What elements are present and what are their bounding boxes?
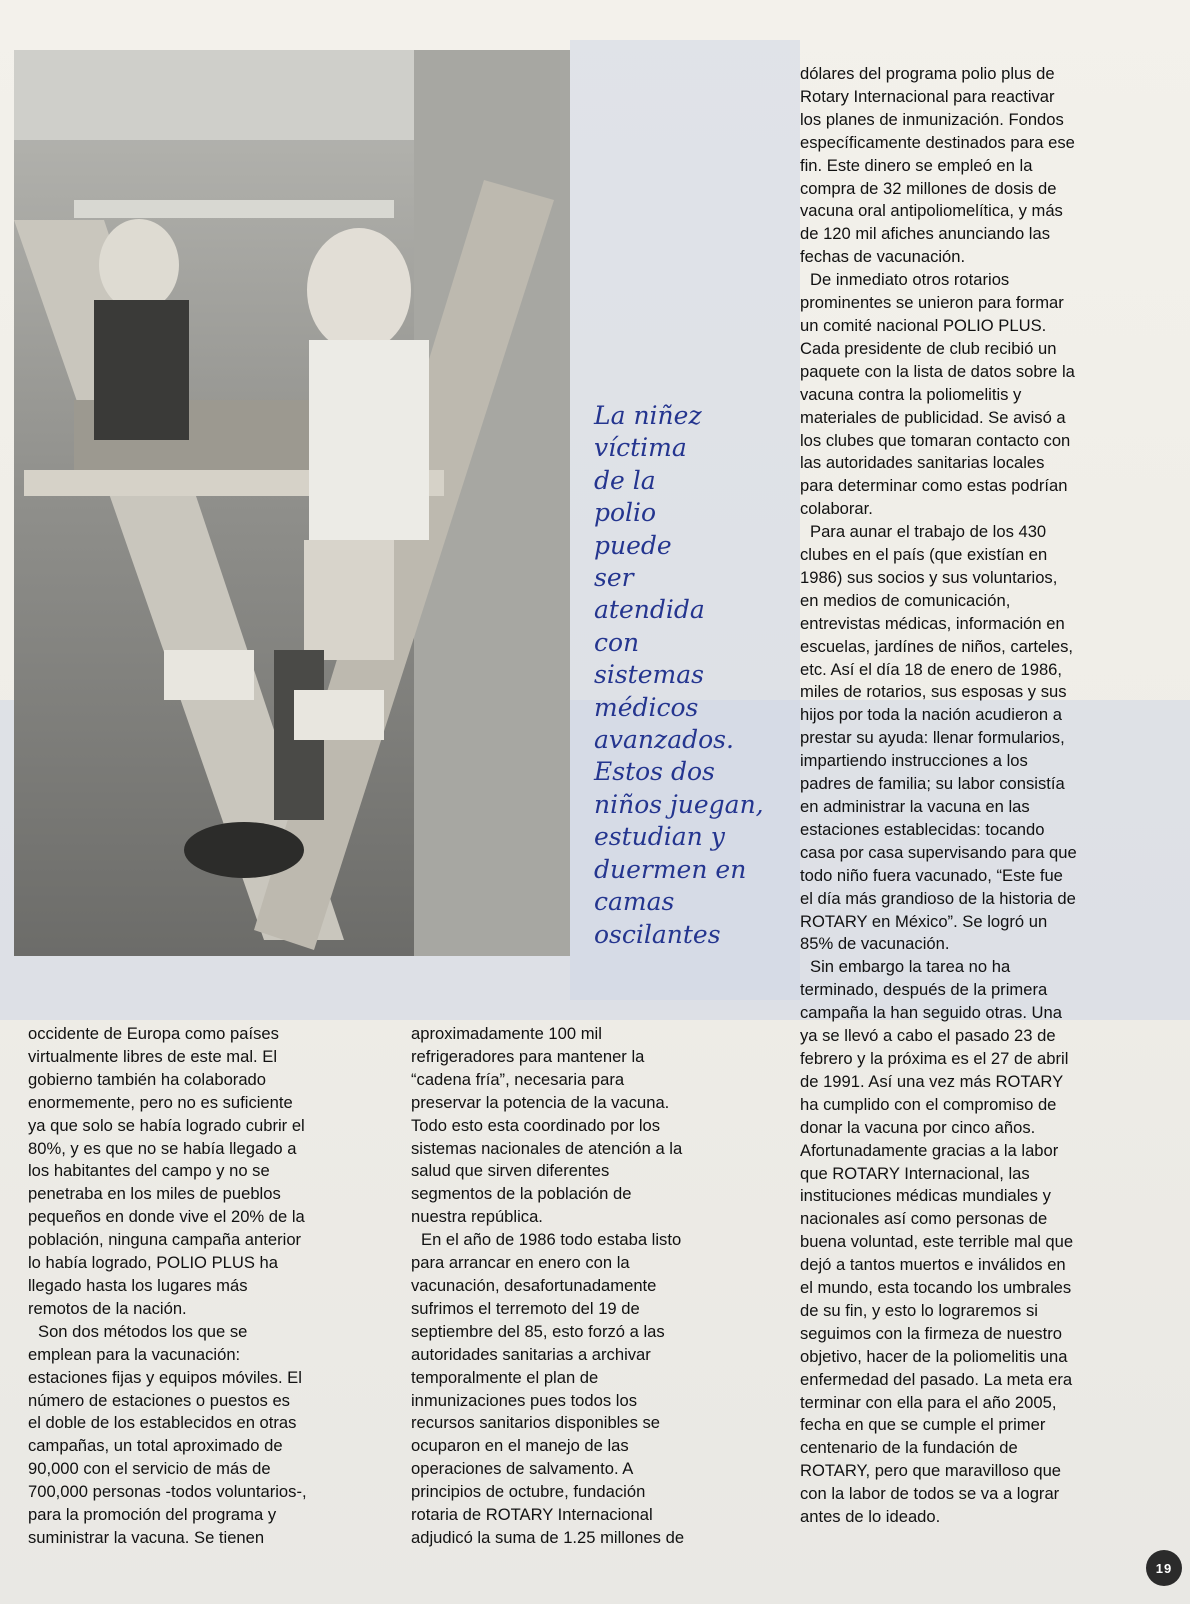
text-line: número de estaciones o puestos es: [28, 1390, 290, 1410]
text-line: de 1991. Así una vez más ROTARY: [800, 1071, 1064, 1091]
caption-line: duermen en: [594, 854, 747, 884]
text-line: prestar su ayuda: llenar formularios,: [800, 728, 1065, 748]
text-line: Sin embargo la tarea no ha: [810, 957, 1011, 977]
caption-line: atendida: [594, 595, 705, 625]
text-line: 80%, y es que no se había llegado a: [28, 1138, 297, 1158]
caption-line: médicos: [594, 692, 699, 722]
caption-line: niños juegan,: [594, 789, 764, 819]
text-line: nacionales así como personas de: [800, 1209, 1048, 1229]
caption-line: Estos dos: [594, 757, 715, 787]
text-line: “cadena fría”, necesaria para: [411, 1069, 625, 1089]
text-line: principios de octubre, fundación: [411, 1482, 646, 1502]
text-line: específicamente destinados para ese: [800, 132, 1075, 152]
text-line: suministrar la vacuna. Se tienen: [28, 1527, 265, 1547]
caption-line: oscilantes: [594, 919, 721, 949]
text-line: las autoridades sanitarias locales: [800, 453, 1045, 473]
text-line: sufrimos el terremoto del 19 de: [411, 1298, 640, 1318]
text-line: dejó a tantos muertos e inválidos en: [800, 1255, 1066, 1275]
text-line: Para aunar el trabajo de los 430: [810, 522, 1047, 542]
text-line: occidente de Europa como países: [28, 1024, 279, 1043]
text-line: dólares del programa polio plus de: [800, 64, 1055, 83]
text-line: adjudicó la suma de 1.25 millones de: [411, 1527, 685, 1547]
text-line: estaciones establecidas: tocando: [800, 819, 1045, 839]
text-line: instituciones médicas mundiales y: [800, 1186, 1051, 1206]
text-line: segmentos de la población de: [411, 1184, 632, 1204]
text-line: Todo esto esta coordinado por los: [411, 1115, 661, 1135]
text-line: compra de 32 millones de dosis de: [800, 178, 1057, 198]
text-line: 1986) sus socios y sus voluntarios,: [800, 567, 1058, 587]
text-line: de 120 mil afiches anunciando las: [800, 224, 1050, 244]
text-line: terminado, después de la primera: [800, 980, 1048, 1000]
text-line: padres de familia; su labor consistía: [800, 774, 1065, 794]
text-line: 90,000 con el servicio de más de: [28, 1459, 271, 1479]
text-line: con la labor de todos se va a lograr: [800, 1484, 1060, 1504]
text-line: etc. Así el día 18 de enero de 1986,: [800, 659, 1063, 679]
text-line: ya que solo se había logrado cubrir el: [28, 1115, 305, 1135]
text-line: impartiendo instrucciones a los: [800, 751, 1028, 771]
text-line: rotaria de ROTARY Internacional: [411, 1505, 653, 1525]
text-line: casa por casa supervisando para que: [800, 842, 1077, 862]
text-line: autoridades sanitarias a archivar: [411, 1344, 651, 1364]
article-column-right: [800, 63, 1140, 1529]
text-line: sistemas nacionales de atención a la: [411, 1138, 683, 1158]
photo-illustration: [14, 50, 570, 956]
text-line: el mundo, esta tocando los umbrales: [800, 1278, 1072, 1298]
text-line: escuelas, jardínes de niños, carteles,: [800, 636, 1074, 656]
text-line: aproximadamente 100 mil: [411, 1024, 602, 1043]
text-line: vacunación, desafortunadamente: [411, 1275, 657, 1295]
text-line: buena voluntad, este terrible mal que: [800, 1232, 1074, 1252]
page-number-badge: 19: [1146, 1550, 1182, 1586]
text-line: enfermedad del pasado. La meta era: [800, 1369, 1073, 1389]
text-line: inmunizaciones pues todos los: [411, 1390, 637, 1410]
text-line: ROTARY, pero que maravilloso que: [800, 1461, 1062, 1481]
text-line: en administrar la vacuna en las: [800, 797, 1030, 816]
text-line: para la promoción del programa y: [28, 1505, 277, 1525]
text-line: Son dos métodos los que se: [38, 1321, 248, 1341]
text-line: los clubes que tomaran contacto con: [800, 430, 1071, 450]
text-line: pequeños en donde vive el 20% de la: [28, 1207, 305, 1227]
caption-line: víctima: [594, 433, 687, 463]
text-line: De inmediato otros rotarios: [810, 270, 1010, 290]
caption-line: estudian y: [594, 822, 725, 852]
caption-line: La niñez: [594, 401, 702, 430]
text-line: para determinar como estas podrían: [800, 476, 1068, 496]
text-line: Rotary Internacional para reactivar: [800, 86, 1055, 106]
text-line: el doble de los establecidos en otras: [28, 1413, 297, 1433]
text-line: entrevistas médicas, información en: [800, 613, 1065, 633]
text-line: estaciones fijas y equipos móviles. El: [28, 1367, 302, 1387]
text-line: materiales de publicidad. Se avisó a: [800, 407, 1066, 427]
text-line: el día más grandioso de la historia de: [800, 888, 1076, 908]
text-line: prominentes se unieron para formar: [800, 293, 1064, 313]
text-line: fechas de vacunación.: [800, 247, 966, 267]
text-line: preservar la potencia de la vacuna.: [411, 1092, 670, 1112]
text-line: población, ninguna campaña anterior: [28, 1230, 302, 1250]
text-line: ocuparon en el manejo de las: [411, 1436, 629, 1456]
text-line: los habitantes del campo y no se: [28, 1161, 270, 1181]
text-line: En el año de 1986 todo estaba listo: [421, 1230, 682, 1250]
text-line: refrigeradores para mantener la: [411, 1046, 645, 1066]
text-line: en medios de comunicación,: [800, 590, 1011, 610]
text-line: vacuna contra la poliomelitis y: [800, 384, 1022, 404]
text-line: remotos de la nación.: [28, 1298, 187, 1318]
text-line: recursos sanitarios disponibles se: [411, 1413, 661, 1433]
text-line: fin. Este dinero se empleó en la: [800, 155, 1033, 175]
text-line: ha cumplido con el compromiso de: [800, 1094, 1057, 1114]
text-line: emplean para la vacunación:: [28, 1344, 241, 1364]
text-line: Afortunadamente gracias a la labor: [800, 1140, 1059, 1160]
text-line: fecha en que se cumple el primer: [800, 1415, 1046, 1435]
caption-line: de la: [594, 465, 656, 495]
text-line: ya se llevó a cabo el pasado 23 de: [800, 1026, 1056, 1046]
text-line: penetraba en los miles de pueblos: [28, 1184, 281, 1204]
text-line: un comité nacional POLIO PLUS.: [800, 315, 1047, 335]
caption-line: sistemas: [594, 660, 704, 690]
photo-caption: [594, 400, 769, 951]
text-line: antes de lo ideado.: [800, 1507, 941, 1527]
text-line: clubes en el país (que existían en: [800, 545, 1048, 565]
article-column-left: [28, 1023, 378, 1550]
text-line: nuestra república.: [411, 1207, 543, 1227]
text-line: lo había logrado, POLIO PLUS ha: [28, 1253, 278, 1273]
text-line: 700,000 personas -todos voluntarios-,: [28, 1482, 307, 1502]
caption-line: polio: [594, 498, 657, 528]
text-line: septiembre del 85, esto forzó a las: [411, 1321, 665, 1341]
text-line: hijos por toda la nación acudieron a: [800, 705, 1062, 725]
text-line: virtualmente libres de este mal. El: [28, 1046, 278, 1066]
text-line: salud que sirven diferentes: [411, 1161, 610, 1181]
text-line: centenario de la fundación de: [800, 1438, 1018, 1458]
text-line: Cada presidente de club recibió un: [800, 338, 1057, 358]
text-line: objetivo, hacer de la poliomelitis una: [800, 1346, 1068, 1366]
text-line: vacuna oral antipoliomelítica, y más: [800, 201, 1063, 221]
text-line: miles de rotarios, sus esposas y sus: [800, 682, 1067, 702]
text-line: donar la vacuna por cinco años.: [800, 1117, 1036, 1137]
text-line: enormemente, pero no es suficiente: [28, 1092, 293, 1112]
text-line: los planes de inmunización. Fondos: [800, 109, 1064, 129]
text-line: para arrancar en enero con la: [411, 1253, 630, 1273]
text-line: gobierno también ha colaborado: [28, 1069, 267, 1089]
text-line: operaciones de salvamento. A: [411, 1459, 634, 1479]
text-line: que ROTARY Internacional, las: [800, 1163, 1030, 1183]
text-line: paquete con la lista de datos sobre la: [800, 361, 1075, 381]
article-column-middle: [411, 1023, 751, 1550]
article-photo: [14, 50, 570, 956]
text-line: febrero y la próxima es el 27 de abril: [800, 1048, 1069, 1068]
caption-line: puede: [594, 530, 672, 560]
text-line: campañas, un total aproximado de: [28, 1436, 283, 1456]
text-line: llegado hasta los lugares más: [28, 1275, 248, 1295]
caption-line: con: [594, 627, 640, 657]
text-line: de su fin, y esto lo lograremos si: [800, 1300, 1038, 1320]
caption-line: camas: [594, 887, 675, 917]
text-line: ROTARY en México”. Se logró un: [800, 911, 1048, 931]
text-line: todo niño fuera vacunado, “Este fue: [800, 865, 1063, 885]
caption-line: avanzados.: [594, 725, 734, 755]
text-line: seguimos con la firmeza de nuestro: [800, 1323, 1062, 1343]
text-line: terminar con ella para el año 2005,: [800, 1392, 1057, 1412]
text-line: temporalmente el plan de: [411, 1367, 599, 1387]
caption-line: ser: [594, 563, 634, 593]
text-line: campaña la han seguido otras. Una: [800, 1003, 1062, 1023]
text-line: 85% de vacunación.: [800, 934, 950, 954]
text-line: colaborar.: [800, 499, 873, 519]
